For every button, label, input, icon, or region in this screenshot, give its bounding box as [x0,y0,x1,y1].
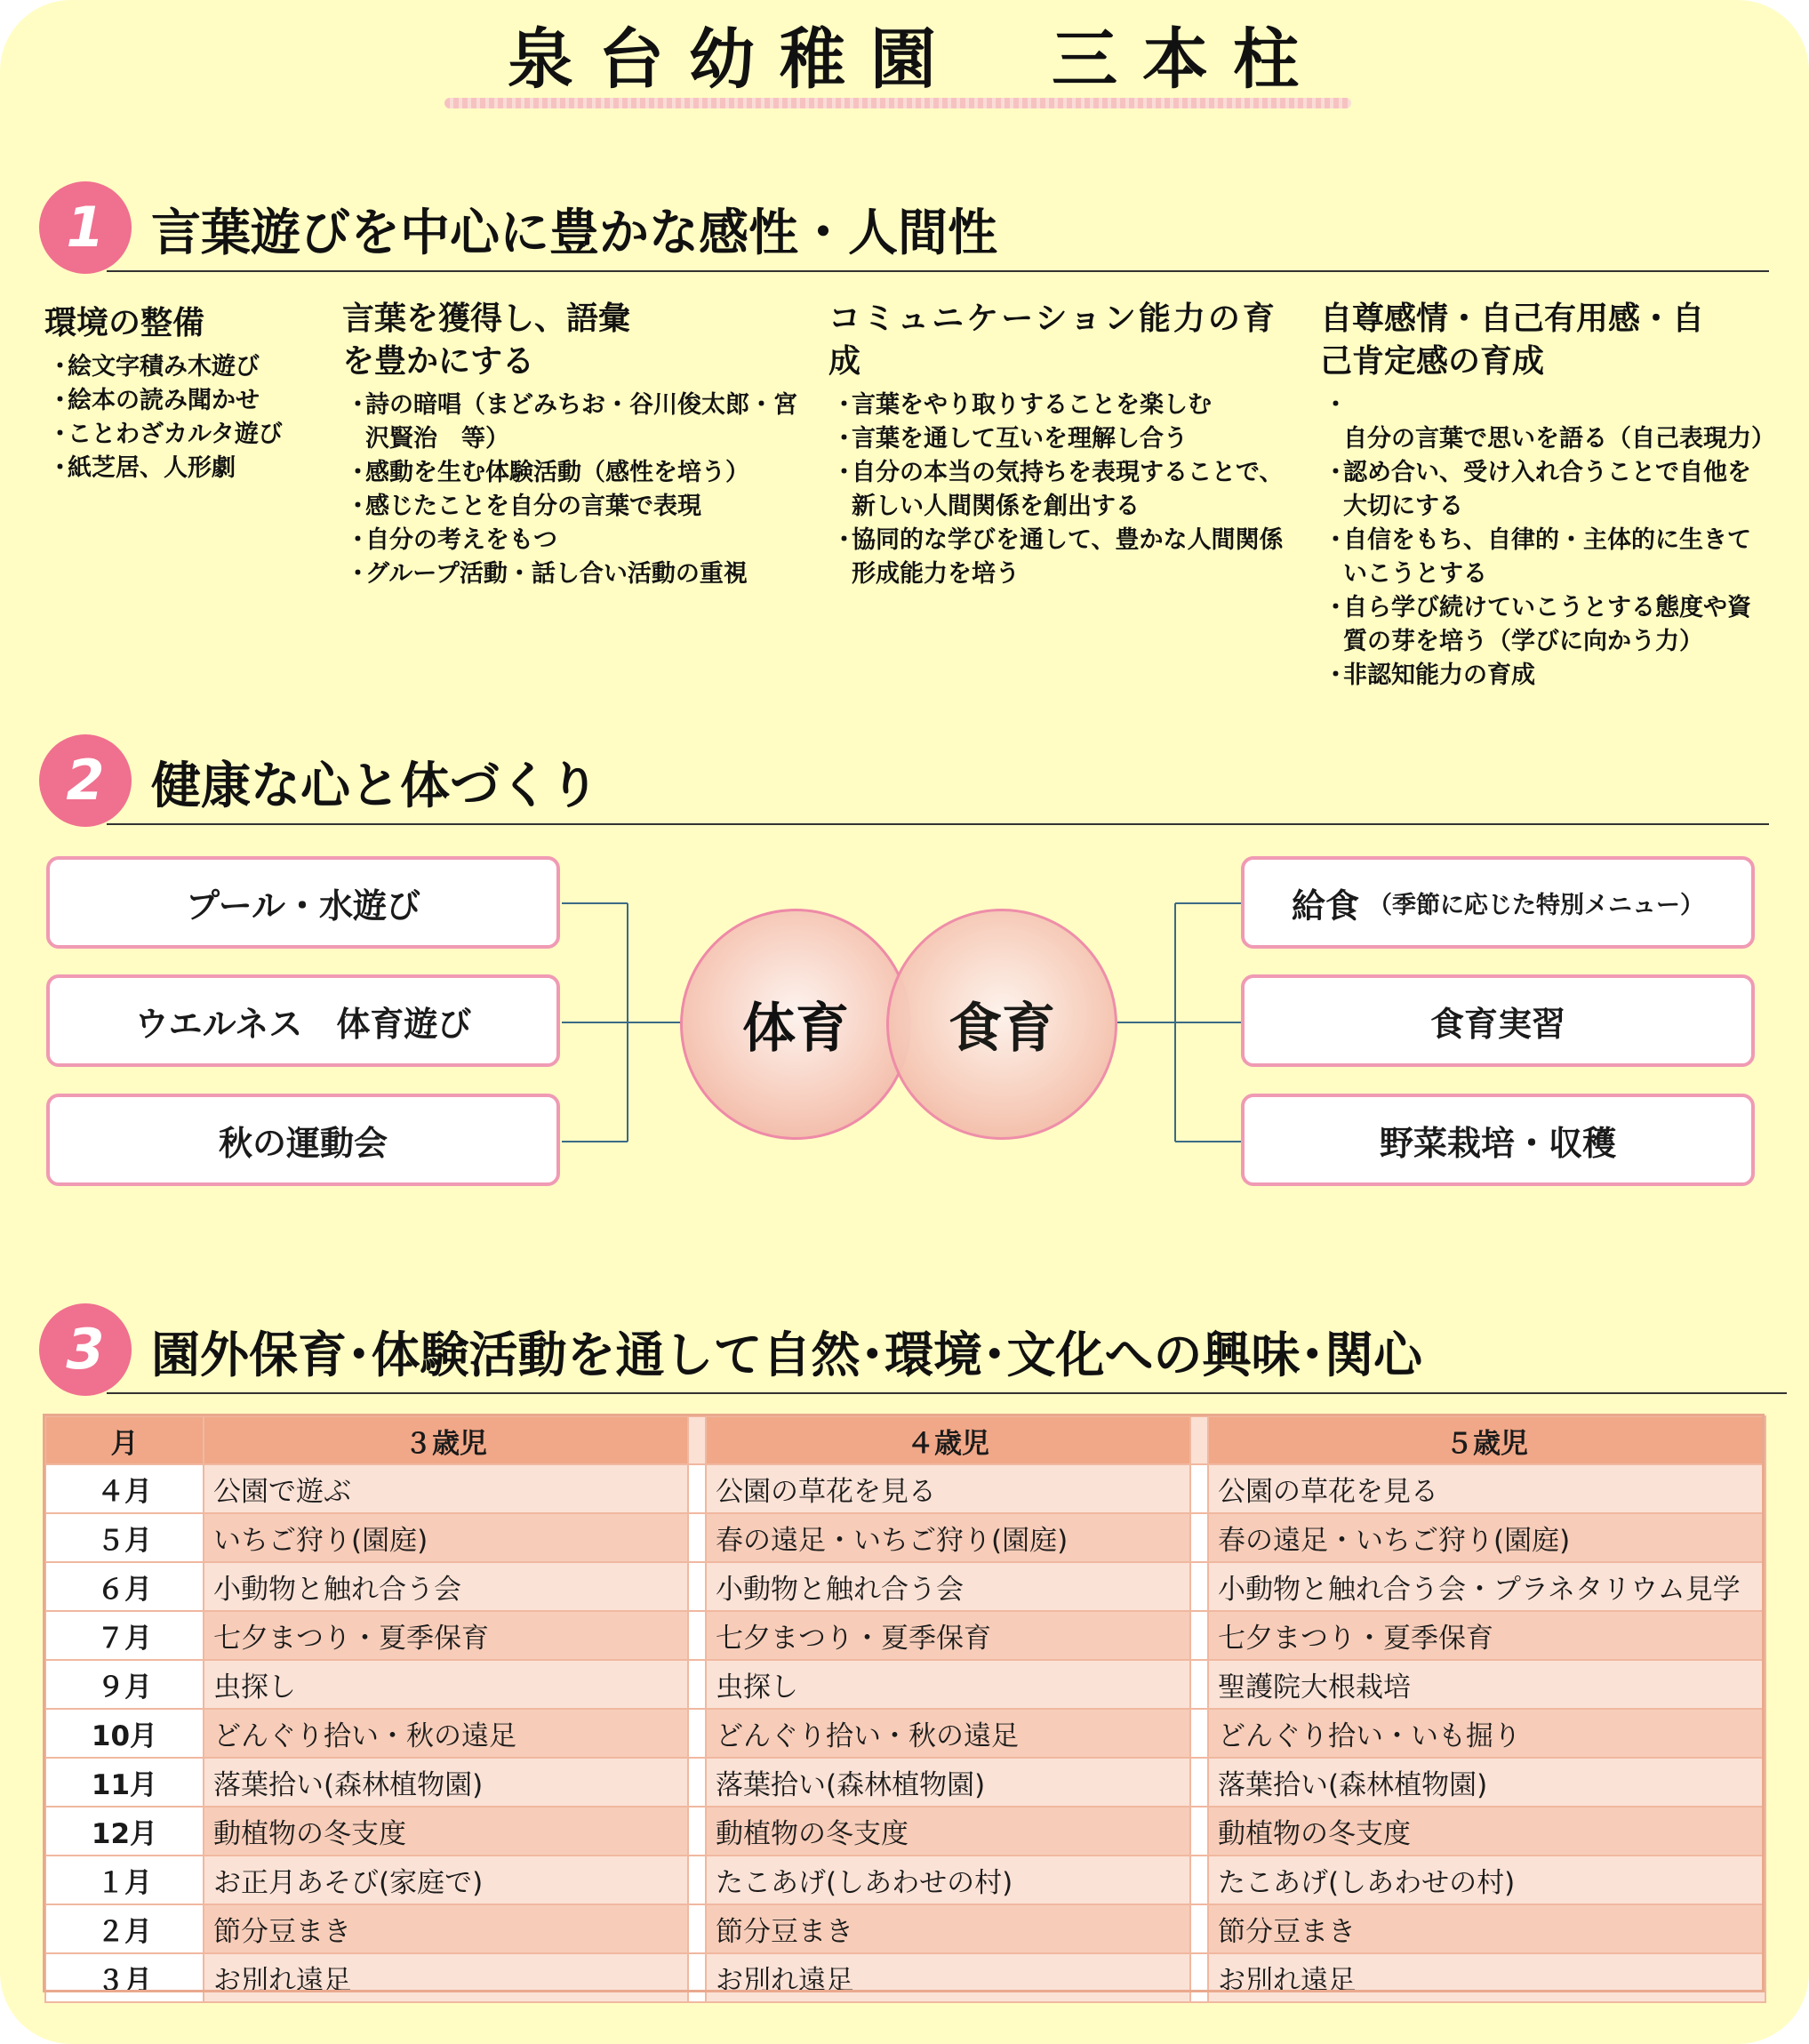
list-item: ・ 感じたことを自分の言葉で表現 [342,490,804,524]
column-gap [688,1416,706,1464]
table-row [45,1904,1765,1953]
age3-cell: 節分豆まき [204,1904,688,1953]
column-gap [1190,1660,1208,1709]
age5-cell: 落葉拾い(森林植物園) [1208,1758,1765,1807]
age4-cell: 七夕まつり・夏季保育 [706,1611,1190,1660]
age5-cell: 動植物の冬支度 [1208,1807,1765,1856]
month-cell: ４月 [45,1464,204,1513]
month-cell: 12月 [45,1807,204,1856]
column-gap [1190,1611,1208,1660]
section3-header [36,1300,1769,1398]
month-cell: １月 [45,1856,204,1904]
list-item: ・ グループ活動・話し合い活動の重視 [342,557,804,591]
physical-education-circle [680,909,911,1140]
age3-cell: 小動物と触れ合う会 [204,1562,688,1611]
table-row [45,1953,1765,2002]
list-item: ・ 認め合い、受け入れ合うことで自他を大切にする [1320,456,1769,524]
month-cell: ２月 [45,1904,204,1953]
list-item: ・ 自分の考えをもつ [342,524,804,557]
age5-cell: どんぐり拾い・いも掘り [1208,1709,1765,1758]
column-gap [1190,1856,1208,1904]
age3-cell: お正月あそび(家庭で) [204,1856,688,1904]
section3-rule [107,1392,1787,1394]
list-item: ・ 自ら学び続けていこうとする態度や資質の芽を培う（学びに向かう力） [1320,591,1769,659]
age5-cell: たこあげ(しあわせの村) [1208,1856,1765,1904]
column-gap [688,1856,706,1904]
column-gap [1190,1513,1208,1562]
list-item: ・ 紙芝居、人形劇 [44,452,320,485]
column-gap [1190,1709,1208,1758]
column-gap [688,1562,706,1611]
column-gap [688,1464,706,1513]
list-item: ・ ことわざカルタ遊び [44,418,320,452]
month-cell: ９月 [45,1660,204,1709]
section2-heading: 健康な心と体づくり [151,757,599,815]
table-row [45,1709,1765,1758]
age3-cell: 動植物の冬支度 [204,1807,688,1856]
list-item: ・ 詩の暗唱（まどみちお・谷川俊太郎・宮沢賢治 等） [342,389,804,456]
column-gap [1190,1904,1208,1953]
age5-cell: 節分豆まき [1208,1904,1765,1953]
food-activity-box [1241,856,1755,949]
page-title: 泉台幼稚園 三本柱 [508,21,1324,98]
list-item: ・ 自分の言葉で思いを語る（自己表現力） [1320,389,1769,456]
age4-cell: お別れ遠足 [706,1953,1190,2002]
column-gap [1190,1464,1208,1513]
column-gap [1190,1758,1208,1807]
pe-activity-box: ウエルネス 体育遊び [46,974,560,1067]
header-age4: ４歳児 [706,1416,1190,1464]
food-education-circle [886,909,1117,1140]
table-row [45,1807,1765,1856]
age4-cell: 虫探し [706,1660,1190,1709]
list-item: ・ 言葉を通して互いを理解し合う [828,422,1291,456]
age5-cell: 七夕まつり・夏季保育 [1208,1611,1765,1660]
age5-cell: 公園の草花を見る [1208,1464,1765,1513]
age4-cell: 動植物の冬支度 [706,1807,1190,1856]
list-item: ・ 絵文字積み木遊び [44,350,320,384]
age4-cell: 公園の草花を見る [706,1464,1190,1513]
table-row [45,1562,1765,1611]
list-item: ・ 協同的な学びを通して、豊かな人間関係形成能力を培う [828,524,1291,591]
food-activity-box [1241,1094,1755,1186]
age3-cell: いちご狩り(園庭) [204,1513,688,1562]
age5-cell: 春の遠足・いちご狩り(園庭) [1208,1513,1765,1562]
table-header-row [45,1416,1765,1464]
section3-number-badge: 3 [39,1303,132,1396]
age3-cell: 落葉拾い(森林植物園) [204,1758,688,1807]
column-gap [688,1709,706,1758]
table-row [45,1758,1765,1807]
age3-cell: 公園で遊ぶ [204,1464,688,1513]
age3-cell: どんぐり拾い・秋の遠足 [204,1709,688,1758]
table-row [45,1856,1765,1904]
box-note: （季節に応じた特別メニュー） [1368,891,1704,919]
age3-cell: お別れ遠足 [204,1953,688,2002]
box-main-label: 食育実習 [1429,1004,1565,1044]
list-item: ・ 自信をもち、自律的・主体的に生きていこうとする [1320,524,1769,591]
section2-number-badge: 2 [39,734,132,827]
column-gap [688,1513,706,1562]
column-gap [1190,1416,1208,1464]
column-gap [688,1660,706,1709]
circle-label: 体育 [742,998,849,1060]
activity-schedule-table [44,1415,1766,2003]
month-cell: 11月 [45,1758,204,1807]
age5-cell: お別れ遠足 [1208,1953,1765,2002]
column-gap [1190,1562,1208,1611]
table-row [45,1611,1765,1660]
age5-cell: 聖護院大根栽培 [1208,1660,1765,1709]
month-cell: ５月 [45,1513,204,1562]
column-gap [688,1807,706,1856]
age4-cell: 落葉拾い(森林植物園) [706,1758,1190,1807]
table-row [45,1464,1765,1513]
section1-heading: 言葉遊びを中心に豊かな感性・人間性 [151,204,997,262]
age4-cell: 小動物と触れ合う会 [706,1562,1190,1611]
column-heading: 自尊感情・自己有用感・自己肯定感の育成 [1320,301,1705,380]
section3-heading: 園外保育･体験活動を通して自然･環境･文化への興味･関心 [151,1327,1423,1383]
header-month: 月 [45,1416,204,1464]
age3-cell: 虫探し [204,1660,688,1709]
list-item: ・ 絵本の読み聞かせ [44,384,320,418]
header-age5: ５歳児 [1208,1416,1765,1464]
column-gap [1190,1953,1208,2002]
month-cell: ７月 [45,1611,204,1660]
box-main-label: 給食 [1291,886,1359,926]
list-item: ・ 感動を生む体験活動（感性を培う） [342,456,804,490]
month-cell: ６月 [45,1562,204,1611]
pe-activity-box: 秋の運動会 [46,1094,560,1186]
circle-label: 食育 [949,998,1055,1060]
month-cell: 10月 [45,1709,204,1758]
section1-number-badge: 1 [39,181,132,274]
column-gap [1190,1807,1208,1856]
column-gap [688,1953,706,2002]
age4-cell: 春の遠足・いちご狩り(園庭) [706,1513,1190,1562]
table-row [45,1660,1765,1709]
table-row [45,1513,1765,1562]
box-main-label: 野菜栽培・収穫 [1379,1123,1616,1163]
column-gap [688,1904,706,1953]
column-heading: コミュニケーション能力の育成 [828,301,1277,380]
month-cell: ３月 [45,1953,204,2002]
column-gap [688,1758,706,1807]
age4-cell: どんぐり拾い・秋の遠足 [706,1709,1190,1758]
age4-cell: 節分豆まき [706,1904,1190,1953]
column-heading: 環境の整備 [44,305,205,341]
list-item: ・ 自分の本当の気持ちを表現することで、新しい人間関係を創出する [828,456,1291,524]
pe-activity-box: プール・水遊び [46,856,560,949]
header-age3: ３歳児 [204,1416,688,1464]
column-heading: 言葉を獲得し、語彙を豊かにする [342,301,631,380]
food-activity-box [1241,974,1755,1067]
list-item: ・ 非認知能力の育成 [1320,659,1769,693]
age5-cell: 小動物と触れ合う会・プラネタリウム見学 [1208,1562,1765,1611]
list-item: ・ 言葉をやり取りすることを楽しむ [828,389,1291,422]
age3-cell: 七夕まつり・夏季保育 [204,1611,688,1660]
age4-cell: たこあげ(しあわせの村) [706,1856,1190,1904]
column-gap [688,1611,706,1660]
